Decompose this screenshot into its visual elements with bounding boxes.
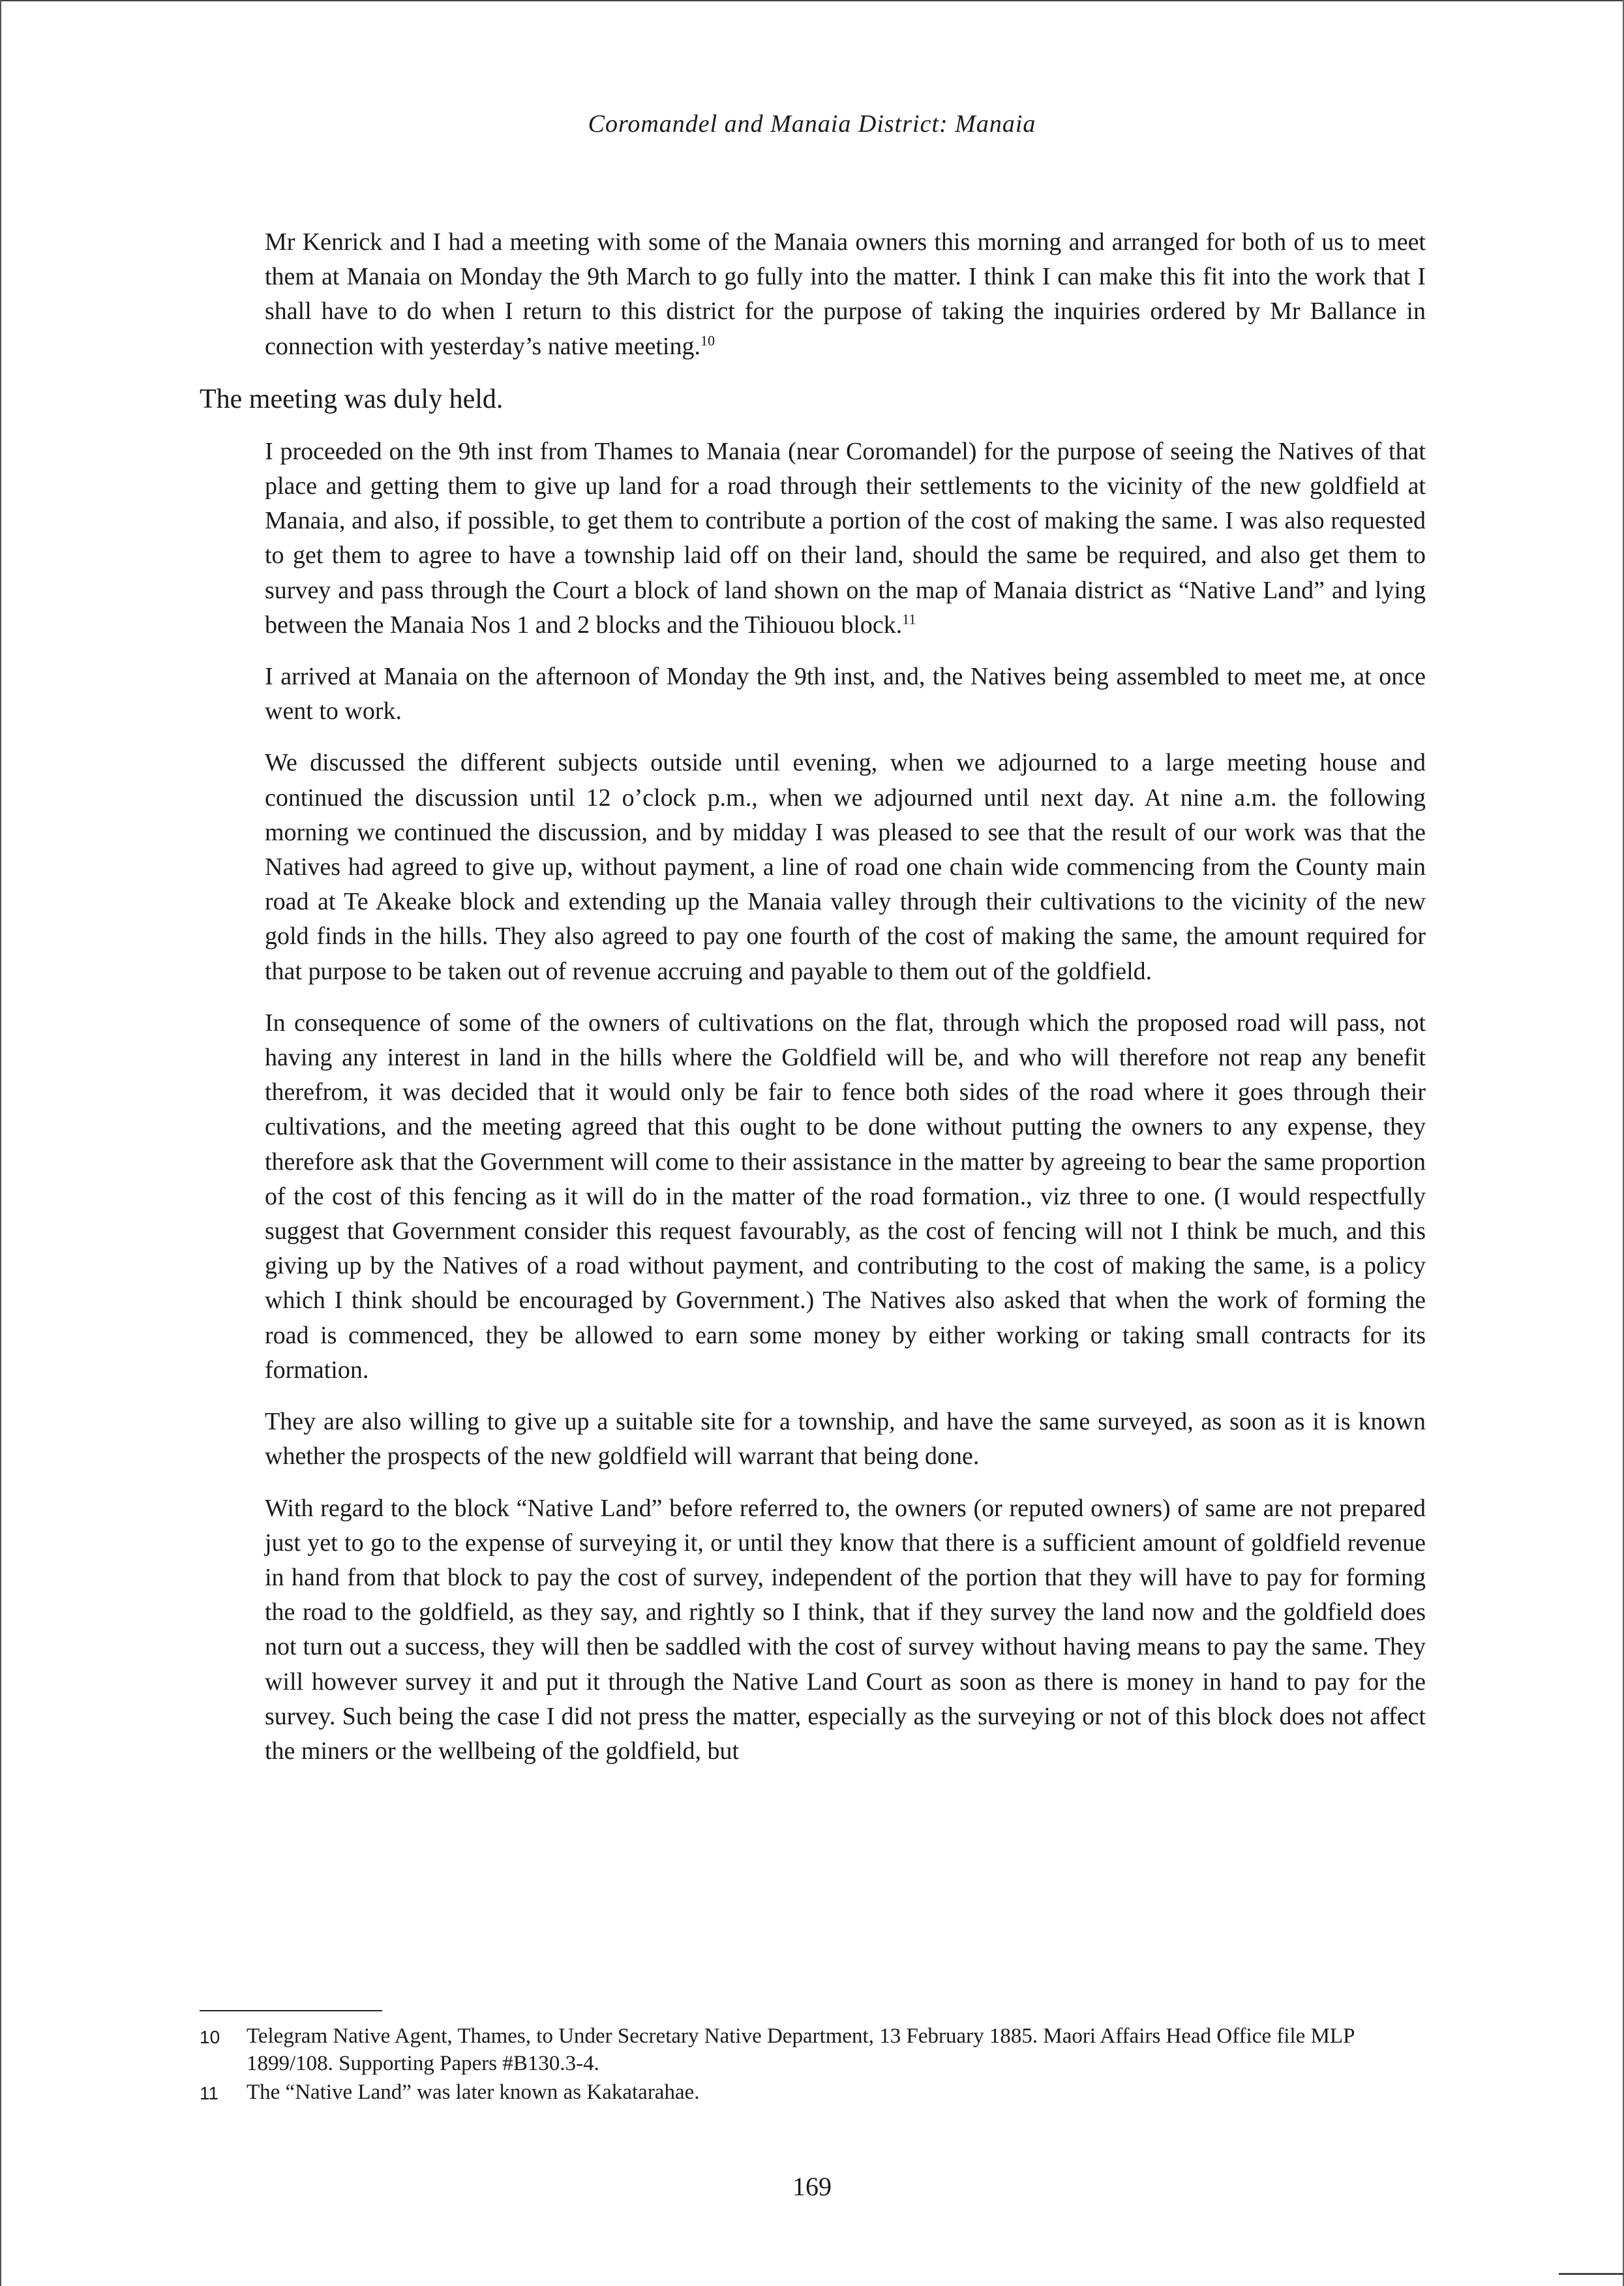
footnote-number: 10	[200, 2027, 220, 2047]
page-number: 169	[792, 2172, 832, 2201]
quote-paragraph: With regard to the block “Native Land” before referred to, the owners (or reputed owners) of same are not prepared just yet to go to the expense of surveying it, or until they know that there is a sufficient amount of goldfield revenue in hand from that block to pay the cost of survey, independent of the portion that they will have to pay for forming the road to the goldfield, as they say, and rightly so I think, that if they survey the land now and the goldfield does not turn out a success, they will then be saddled with the cost of survey without having means to pay the same. They will however survey it and put it through the Native Land Court as soon as there is money in hand to pay for the survey. Such being the case I did not press the matter, especially as the surveying or not of this block does not affect the miners or the wellbeing of the goldfield, but	[265, 1494, 1426, 1765]
body-text	[200, 225, 1426, 1786]
quote-paragraph: I arrived at Manaia on the afternoon of Monday the 9th inst, and, the Natives being assembled to meet me, at once went to work.	[265, 663, 1426, 725]
paragraph-text: Mr Kenrick and I had a meeting with some of the Manaia owners this morning and arranged for both of us to meet them at Manaia on Monday the 9th March to go fully into the matter. I think I can make this fit into the work that I shall have to do when I return to this district for the purpose of taking the inquiries ordered by Mr Ballance in connection with yesterday’s native meeting.	[265, 228, 1426, 360]
page-corner-mark	[1559, 2273, 1624, 2275]
quote-paragraph: We discussed the different subjects outside until evening, when we adjourned to a large meeting house and continued the discussion until 12 o’clock p.m., when we adjourned until next day. At nine a.m. the following morning we continued the discussion, and by midday I was pleased to see that the result of our work was that the Natives had agreed to give up, without payment, a line of road one chain wide commencing from the County main road at Te Akeake block and extending up the Manaia valley through their cultivations to the vicinity of the new gold finds in the hills. They also agreed to pay one fourth of the cost of making the same, the amount required for that purpose to be taken out of revenue accruing and payable to them out of the goldfield.	[265, 749, 1426, 985]
page-top-edge	[0, 0, 1624, 1]
quote-paragraph	[265, 434, 1426, 643]
footnote-text: Telegram Native Agent, Thames, to Under Secretary Native Department, 13 February 1885. Maori Affairs Head Office file MLP 1899/108. Supporting Papers #B130.3-4.	[247, 2024, 1355, 2075]
footnote	[200, 2022, 1426, 2077]
footnote-ref[interactable]: 10	[700, 331, 715, 348]
footnotes	[200, 2022, 1426, 2109]
footnote-number: 11	[200, 2083, 219, 2103]
quote-paragraph: They are also willing to give up a suitable site for a township, and have the same surveyed, as soon as it is known whether the prospects of the new goldfield will warrant that being done.	[265, 1408, 1426, 1471]
footnote-rule	[200, 2010, 382, 2011]
narrative-paragraph: The meeting was duly held.	[200, 384, 504, 414]
footnote-text: The “Native Land” was later known as Kakatarahae.	[247, 2080, 700, 2104]
footnote	[200, 2079, 1426, 2107]
running-head: Coromandel and Manaia District: Manaia	[588, 110, 1036, 138]
paragraph-text: I proceeded on the 9th inst from Thames to Manaia (near Coromandel) for the purpose of seeing the Natives of that place and getting them to give up land for a road through their settlements to the vicinity of the new goldfield at Manaia, and also, if possible, to get them to contribute a portion of the cost of making the same. I was also requested to get them to agree to have a township laid off on their land, should the same be required, and also get them to survey and pass through the Court a block of land shown on the map of Manaia district as “Native Land” and lying between the Manaia Nos 1 and 2 blocks and the Tihiouou block.	[265, 437, 1426, 639]
footnote-ref[interactable]: 11	[902, 611, 916, 628]
quote-paragraph	[265, 225, 1426, 364]
page-left-edge	[0, 0, 1, 2286]
quote-paragraph: In consequence of some of the owners of cultivations on the flat, through which the proposed road will pass, not having any interest in land in the hills where the Goldfield will be, and who will therefore not reap any benefit therefrom, it was decided that it would only be fair to fence both sides of the road where it goes through their cultivations, and the meeting agreed that this ought to be done without putting the owners to any expense, they therefore ask that the Government will come to their assistance in the matter by agreeing to bear the same proportion of the cost of this fencing as it will do in the matter of the road formation., viz three to one. (I would respectfully suggest that Government consider this request favourably, as the cost of fencing will not I think be much, and this giving up by the Natives of a road without payment, and contributing to the cost of making the same, is a policy which I think should be encouraged by Government.) The Natives also asked that when the work of forming the road is commenced, they be allowed to earn some money by either working or taking small contracts for its formation.	[265, 1009, 1426, 1384]
